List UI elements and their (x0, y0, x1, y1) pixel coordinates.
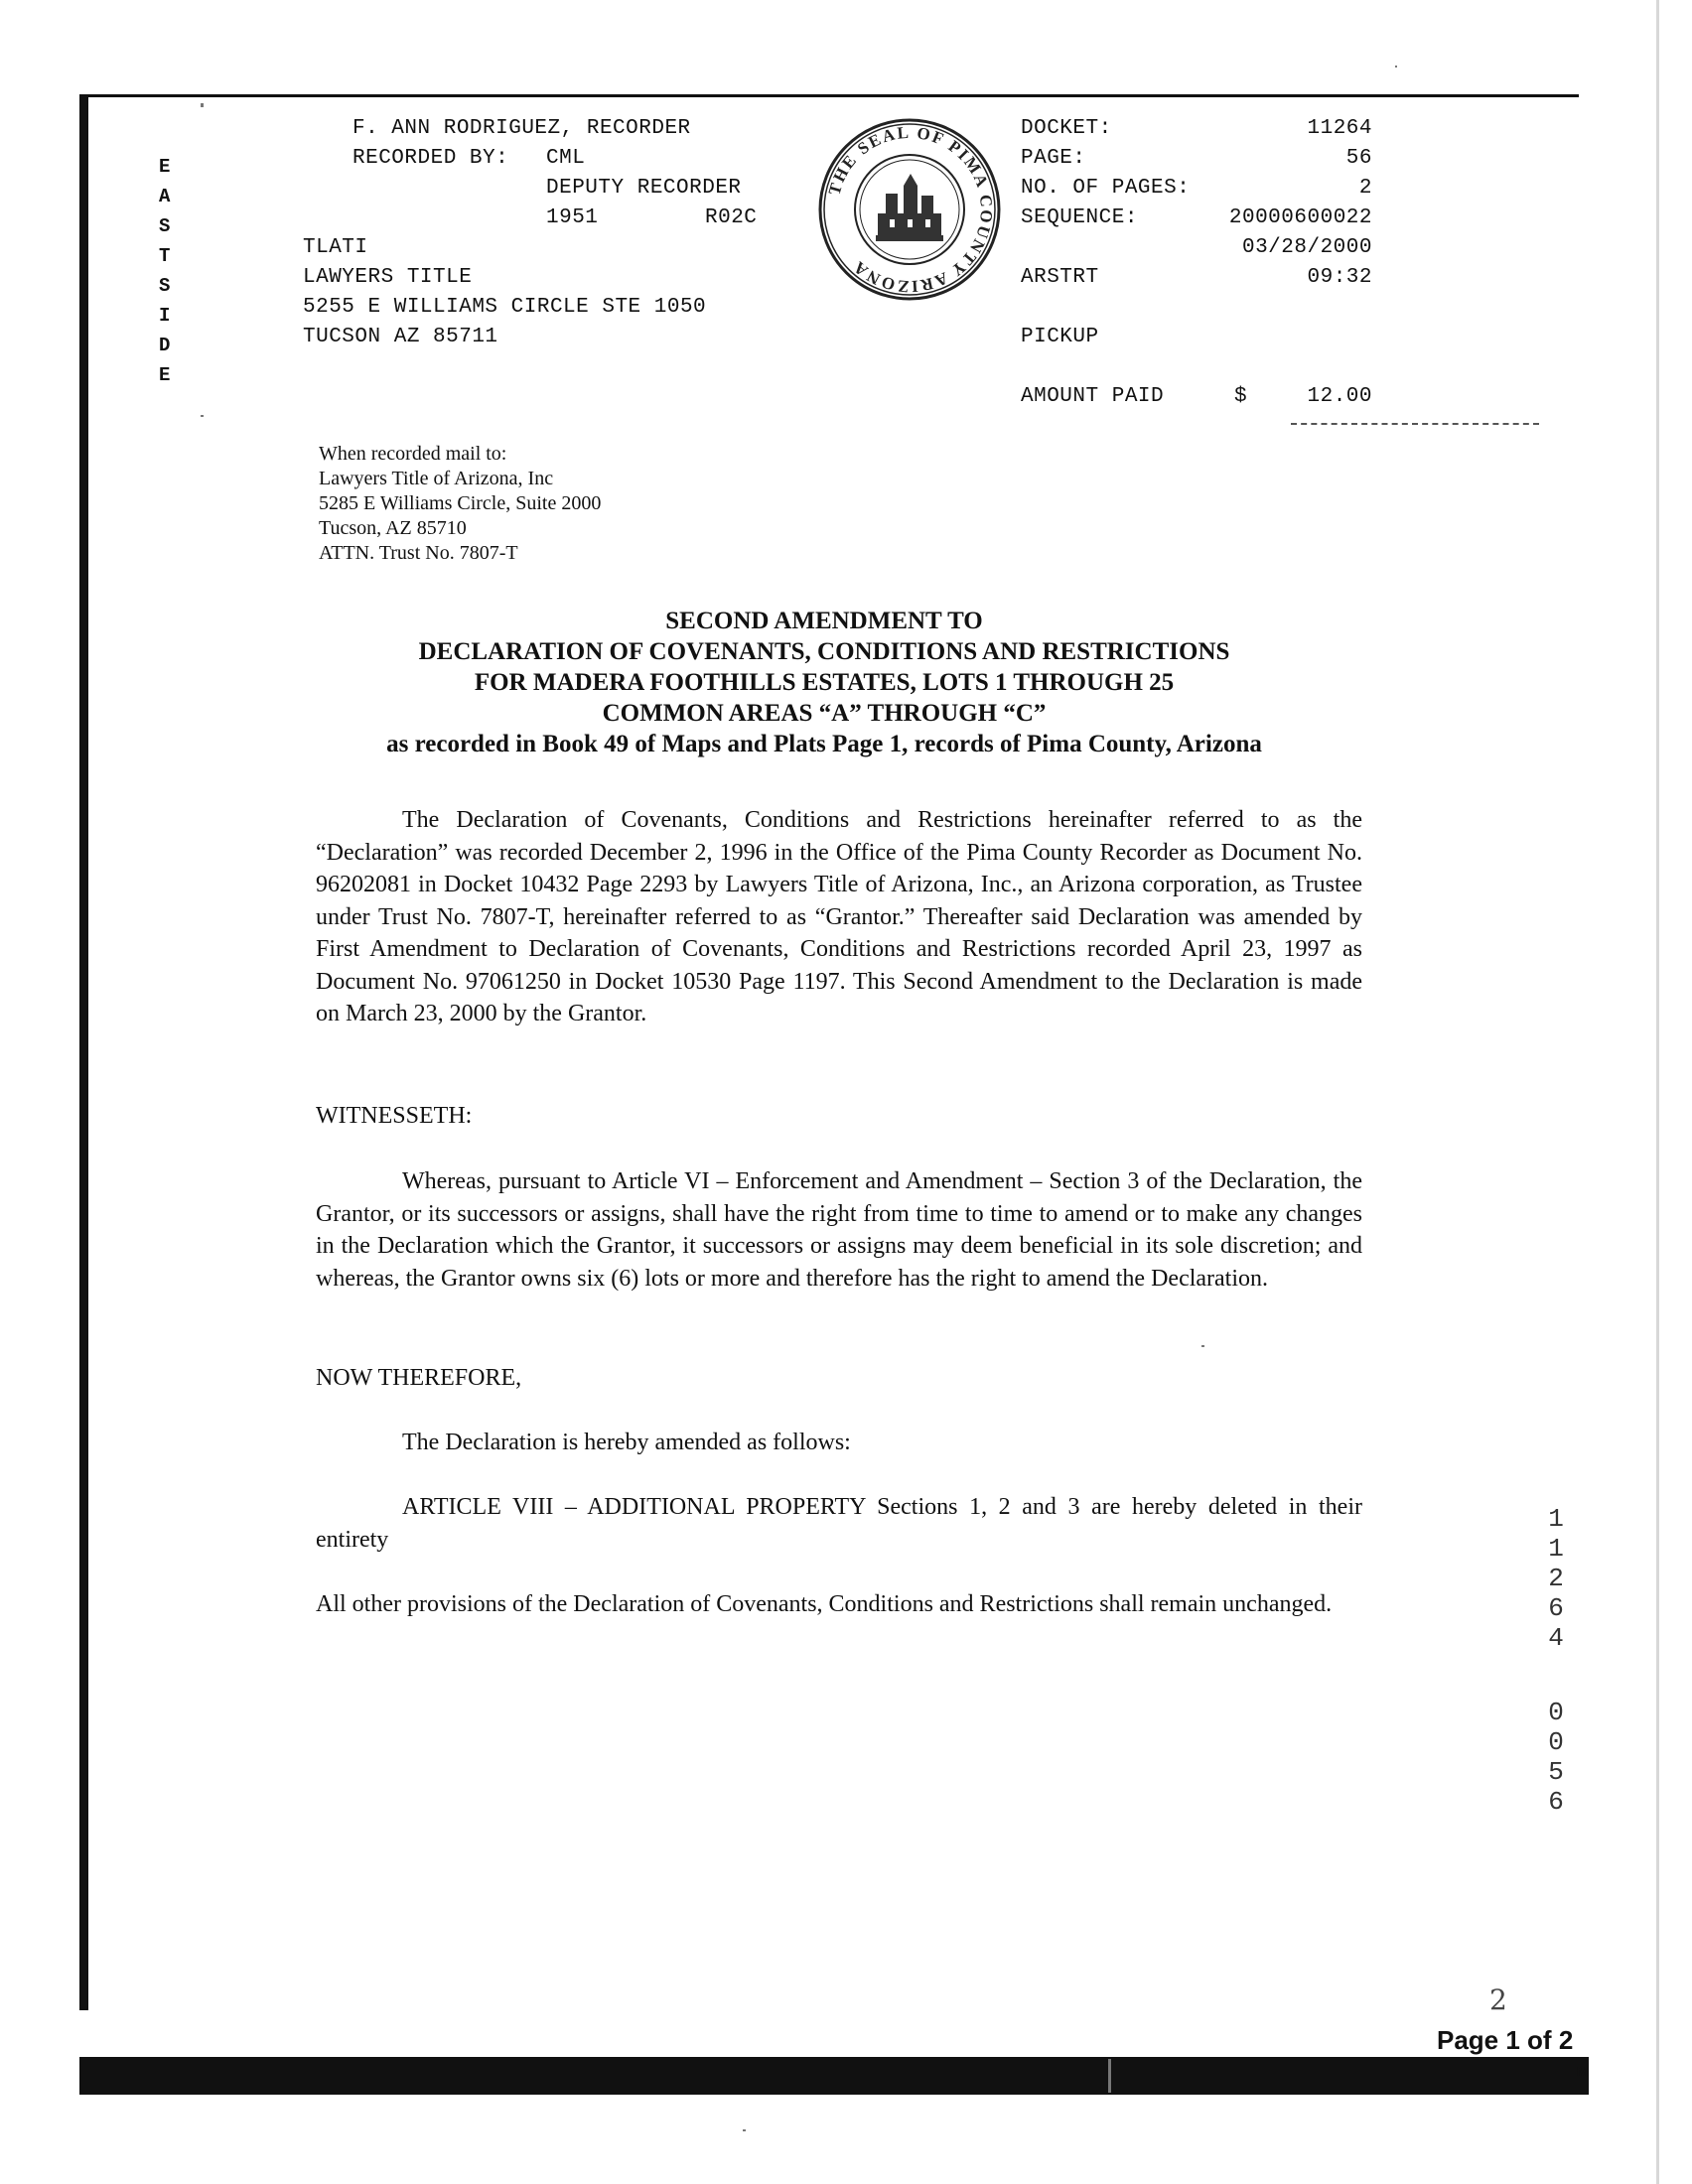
now-therefore-heading (316, 1362, 1362, 1395)
left-scan-edge (79, 94, 88, 2010)
station-code: R02C (705, 206, 758, 229)
pickup-label: PICKUP (1021, 326, 1099, 348)
page-value: 56 (1345, 147, 1372, 170)
seal-text: THE SEAL OF PIMA COUNTY ARIZONA (824, 122, 997, 297)
docket-page-vertical-number (1541, 1504, 1571, 1817)
paragraph-text: The Declaration is hereby amended as follows: (402, 1430, 851, 1455)
side-digit: 0 (1548, 1698, 1564, 1727)
mail-to-line: When recorded mail to: (319, 443, 507, 465)
amount-label: AMOUNT PAID (1021, 385, 1165, 408)
mail-to-line: 5285 E Williams Circle, Suite 2000 (319, 492, 602, 514)
title-line: DECLARATION OF COVENANTS, CONDITIONS AND RESTRICTIONS (418, 638, 1230, 665)
record-time: 09:32 (1307, 266, 1372, 289)
docket-label: DOCKET: (1021, 117, 1112, 140)
recorder-code: 1951 (546, 206, 599, 229)
side-letter: E (159, 364, 171, 386)
sequence-label: SEQUENCE: (1021, 206, 1138, 229)
page-label: PAGE: (1021, 147, 1086, 170)
body-paragraph-1 (316, 804, 1362, 1030)
side-letter: I (159, 305, 171, 327)
paragraph-text: Whereas, pursuant to Article VI – Enforcement and Amendment – Section 3 of the Declaration, the Grantor, or its successors or assigns, shall have the right from time to time to amend or to make any changes in the Declaration which the Grantor, it successors or assigns may deem beneficial in its sole discretion; and whereas, the Grantor owns six (6) lots or more and therefore has the right to amend the Declaration. (316, 1168, 1362, 1292)
filer-code: TLATI (303, 236, 368, 259)
body-paragraph-4 (316, 1491, 1362, 1556)
record-date: 03/28/2000 (1241, 236, 1372, 259)
title-line: SECOND AMENDMENT TO (665, 608, 983, 634)
side-letter: T (159, 245, 171, 267)
side-letter: S (159, 275, 171, 297)
blank-row (1021, 352, 1372, 382)
dashed-rule (1291, 423, 1539, 427)
filer-city: TUCSON AZ 85711 (303, 326, 498, 348)
side-digit: 1 (1548, 1504, 1564, 1534)
side-digit: 6 (1548, 1593, 1564, 1623)
bottom-stub-text: M (1577, 2063, 1589, 2079)
eastside-vertical-label (159, 152, 170, 390)
recorder-header (303, 114, 779, 352)
docket-row (1021, 114, 1372, 144)
scan-speck (201, 415, 204, 417)
deputy-recorder: DEPUTY RECORDER (546, 177, 742, 200)
recorder-name: F. ANN RODRIGUEZ, RECORDER (352, 117, 691, 140)
body-paragraph-3 (316, 1427, 1362, 1459)
mail-to-block (319, 442, 601, 566)
side-digit: 1 (1548, 1534, 1564, 1564)
title-line: COMMON AREAS “A” THROUGH “C” (602, 700, 1047, 727)
page-row (1021, 144, 1372, 174)
heading-text: WITNESSETH: (316, 1103, 473, 1129)
side-digit: 0 (1548, 1727, 1564, 1757)
right-scan-edge (1656, 0, 1659, 2184)
side-letter: A (159, 186, 171, 207)
pima-county-seal (816, 116, 1003, 303)
body-paragraph-5 (316, 1588, 1362, 1621)
body-paragraph-2 (316, 1165, 1362, 1295)
recorded-by-label: RECORDED BY: (352, 147, 509, 170)
arstrt-label: ARSTRT (1021, 266, 1099, 289)
scan-speck (1201, 1345, 1204, 1347)
filer-name: LAWYERS TITLE (303, 266, 473, 289)
paragraph-text: ARTICLE VIII – ADDITIONAL PROPERTY Sections 1, 2 and 3 are hereby deleted in their entirety (316, 1494, 1362, 1553)
title-line: FOR MADERA FOOTHILLS ESTATES, LOTS 1 THROUGH 25 (474, 669, 1175, 696)
sequence-value: 20000600022 (1228, 206, 1372, 229)
amount-value: 12.00 (1307, 385, 1372, 408)
sequence-row (1021, 204, 1372, 233)
bottom-bar-divider (1108, 2059, 1111, 2093)
recorded-by-value: CML (546, 147, 586, 170)
mail-to-line: Tucson, AZ 85710 (319, 517, 467, 539)
mail-to-line: Lawyers Title of Arizona, Inc (319, 468, 554, 489)
filer-address: 5255 E WILLIAMS CIRCLE STE 1050 (303, 296, 707, 319)
num-pages-row (1021, 174, 1372, 204)
amount-currency: $ (1234, 385, 1248, 408)
blank-row (1021, 293, 1372, 323)
docket-value: 11264 (1307, 117, 1372, 140)
top-border-line (79, 94, 1579, 97)
date-row (1021, 233, 1372, 263)
scan-speck (201, 103, 204, 107)
scan-speck (743, 2129, 746, 2131)
page-indicator: Page 1 of 2 (1437, 2025, 1574, 2055)
side-digit: 6 (1548, 1787, 1564, 1817)
side-letter: S (159, 215, 171, 237)
side-letter: D (159, 335, 171, 356)
num-pages-value: 2 (1358, 177, 1372, 200)
paragraph-text: The Declaration of Covenants, Conditions and Restrictions hereinafter referred to as the “Declaration” was recorded December 2, 1996 in the Office of the Pima County Recorder as Document No. 96202081 in Docket 10432 Page 2293 by Lawyers Title of Arizona, Inc., an Arizona corporation, as Trustee under Trust No. 7807-T, hereinafter referred to as “Grantor.” Thereafter said Declaration was amended by First Amendment to Declaration of Covenants, Conditions and Restrictions recorded April 23, 1997 as Document No. 97061250 in Docket 10530 Page 1197. This Second Amendment to the Declaration is made on March 23, 2000 by the Grantor. (316, 807, 1362, 1026)
title-subline: as recorded in Book 49 of Maps and Plats Page 1, records of Pima County, Arizona (386, 731, 1262, 757)
side-digit: 4 (1548, 1623, 1564, 1653)
bottom-scan-bar (79, 2057, 1589, 2095)
num-pages-label: NO. OF PAGES: (1021, 177, 1191, 200)
recording-info (1021, 114, 1372, 412)
pickup-row (1021, 323, 1372, 352)
mail-to-line: ATTN. Trust No. 7807-T (319, 542, 518, 564)
arstrt-row (1021, 263, 1372, 293)
document-title (278, 606, 1370, 759)
side-letter: E (159, 156, 171, 178)
handwritten-mark: 2 (1489, 1983, 1507, 2016)
heading-text: NOW THEREFORE, (316, 1365, 522, 1391)
amount-row (1021, 382, 1372, 412)
scan-speck (1395, 66, 1397, 68)
digit-gap (1541, 1653, 1571, 1698)
side-digit: 2 (1548, 1564, 1564, 1593)
side-digit: 5 (1548, 1757, 1564, 1787)
paragraph-text: All other provisions of the Declaration of Covenants, Conditions and Restrictions shall remain unchanged. (316, 1591, 1333, 1617)
witnesseth-heading (316, 1100, 1362, 1133)
